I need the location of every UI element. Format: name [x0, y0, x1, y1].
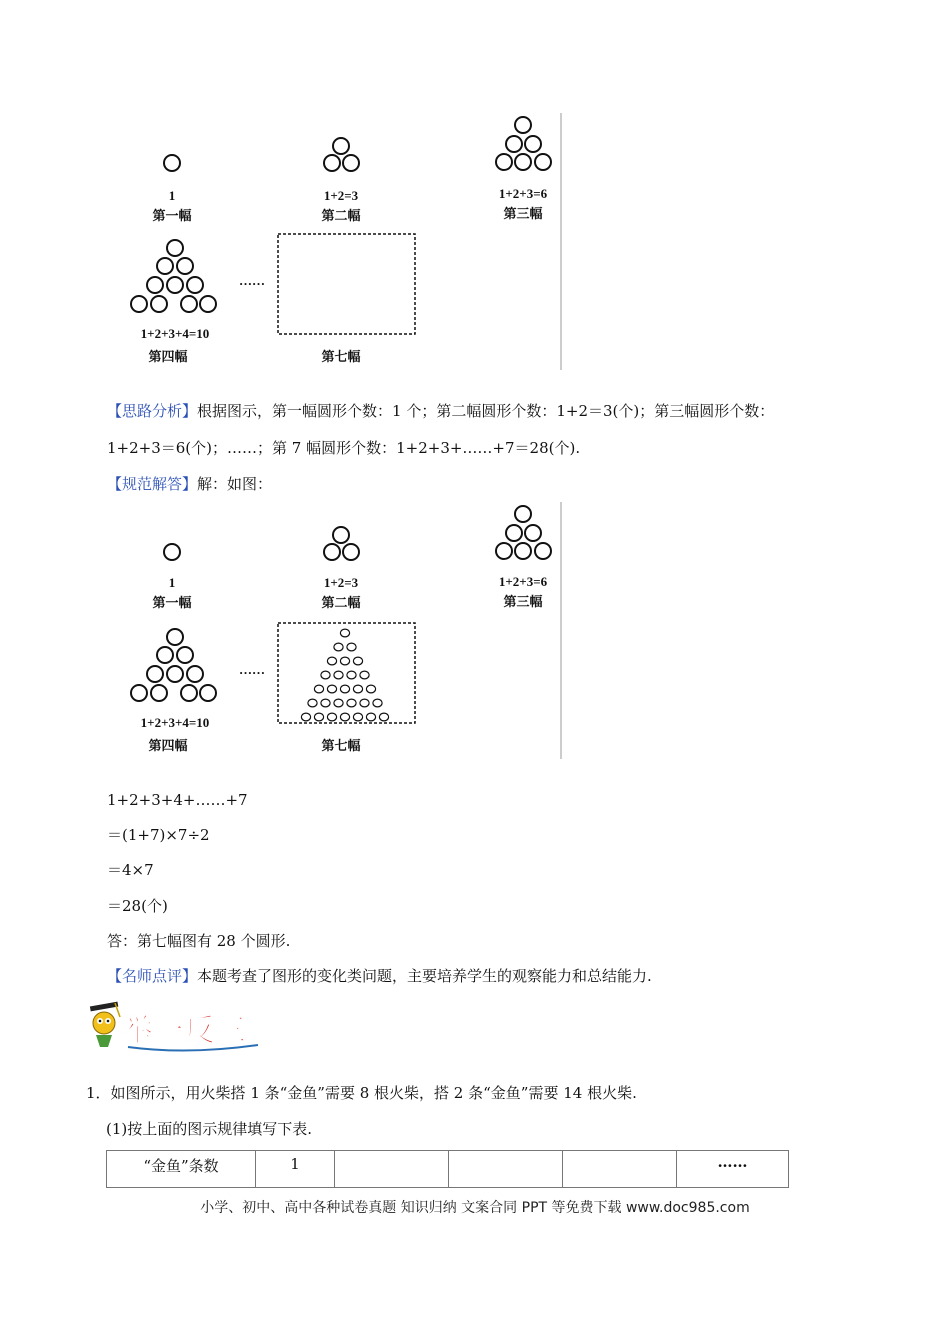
figure7-circle	[301, 713, 310, 721]
figure7-circle	[340, 685, 349, 693]
ellipsis: ……	[239, 273, 265, 288]
comment-tag: 【名师点评】	[107, 967, 198, 985]
figure7-circle	[360, 671, 369, 679]
figure3-formula: 1+2+3=6	[498, 186, 548, 201]
analysis-line-2: 1+2+3＝6(个)；……；第 7 幅圆形个数：1+2+3+……+7＝28(个).	[107, 439, 581, 457]
solution-line	[107, 474, 272, 494]
figure2-circles	[324, 138, 359, 171]
figure3-title: 第三幅	[503, 594, 543, 609]
figure7-circle	[321, 671, 330, 679]
figure7-box	[278, 623, 415, 723]
comment-text: 本题考查了图形的变化类问题，主要培养学生的观察能力和总结能力.	[197, 967, 652, 985]
comment-line	[107, 966, 652, 986]
figure1-title: 第一幅	[152, 595, 192, 610]
table-cell[interactable]	[449, 1151, 563, 1188]
figure7-circle	[314, 685, 323, 693]
figure3-title: 第三幅	[503, 206, 543, 221]
figure2-title: 第二幅	[321, 595, 361, 610]
figure7-circle	[340, 629, 349, 637]
figure7-circle	[340, 657, 349, 665]
figure-pattern-question	[107, 113, 562, 370]
figure4-formula: 1+2+3+4=10	[140, 326, 210, 341]
figure4-formula: 1+2+3+4=10	[140, 715, 210, 730]
figure7-circle	[334, 671, 343, 679]
figure1-title: 第一幅	[152, 208, 192, 223]
calc-line-4: ＝28(个)	[107, 897, 168, 915]
page-footer: 小学、初中、高中各种试卷真题 知识归纳 文案合同 PPT 等免费下载 www.doc985.com	[200, 1200, 750, 1216]
figure2-title: 第二幅	[321, 208, 361, 223]
figure1-formula: 1	[168, 188, 176, 203]
figure7-circle	[334, 699, 343, 707]
analysis-text-1: 根据图示，第一幅圆形个数：1 个；第二幅圆形个数：1+2＝3(个)；第三幅圆形个数：	[197, 402, 775, 420]
exercise-question-1: 1．如图所示，用火柴搭 1 条“金鱼”需要 8 根火柴，搭 2 条“金鱼”需要 14 根火柴.	[86, 1084, 637, 1102]
figure7-circle	[347, 699, 356, 707]
analysis-tag: 【思路分析】	[107, 402, 198, 420]
table-row	[107, 1151, 789, 1188]
figure4-title: 第四幅	[148, 738, 188, 753]
figure7-empty-box	[278, 234, 415, 334]
calc-line-1: 1+2+3+4+……+7	[107, 791, 248, 809]
table-header-cell: “金鱼”条数	[107, 1151, 256, 1188]
figure2-formula: 1+2=3	[323, 188, 359, 203]
table-cell: 1	[256, 1151, 335, 1188]
answer-line: 答：第七幅图有 28 个圆形.	[107, 932, 291, 950]
ellipsis: ……	[239, 662, 265, 677]
figure7-circle	[308, 699, 317, 707]
figure7-circle	[360, 699, 369, 707]
mascot-icon	[90, 1002, 120, 1047]
analysis-line-1	[107, 401, 774, 421]
figure7-circle	[379, 713, 388, 721]
figure1-circles	[164, 155, 180, 171]
figure-pattern-solution	[107, 502, 562, 759]
table-cell[interactable]	[563, 1151, 677, 1188]
figure4-circles	[131, 240, 216, 312]
figure7-circle	[366, 685, 375, 693]
figure7-circle	[373, 699, 382, 707]
section-banner	[88, 997, 268, 1057]
goldfish-table	[106, 1150, 789, 1188]
figure7-circle	[347, 671, 356, 679]
calc-line-2: ＝(1+7)×7÷2	[107, 826, 210, 844]
figure3-circles	[496, 117, 551, 170]
table-cell[interactable]	[335, 1151, 449, 1188]
calc-line-3: ＝4×7	[107, 861, 154, 879]
figure1-formula: 1	[168, 575, 176, 590]
figure7-circle	[334, 643, 343, 651]
figure7-circle	[327, 713, 336, 721]
figure7-circle	[314, 713, 323, 721]
figure7-title: 第七幅	[321, 738, 361, 753]
figure7-circle	[353, 713, 362, 721]
figure7-circles	[301, 629, 388, 721]
figure2-formula: 1+2=3	[323, 575, 359, 590]
figure7-title: 第七幅	[321, 349, 361, 364]
figure7-circle	[353, 657, 362, 665]
figure7-circle	[327, 685, 336, 693]
exercise-subquestion: (1)按上面的图示规律填写下表.	[106, 1120, 313, 1138]
solution-text: 解：如图：	[197, 475, 273, 493]
figure4-title: 第四幅	[148, 349, 188, 364]
figure7-circle	[340, 713, 349, 721]
figure7-circle	[347, 643, 356, 651]
figure7-circle	[366, 713, 375, 721]
figure7-circle	[327, 657, 336, 665]
banner-title: 举一反三	[122, 1013, 246, 1049]
figure3-formula: 1+2+3=6	[498, 574, 548, 589]
table-cell: ……	[677, 1151, 789, 1188]
figure7-circle	[321, 699, 330, 707]
figure7-circle	[353, 685, 362, 693]
solution-tag: 【规范解答】	[107, 475, 198, 493]
